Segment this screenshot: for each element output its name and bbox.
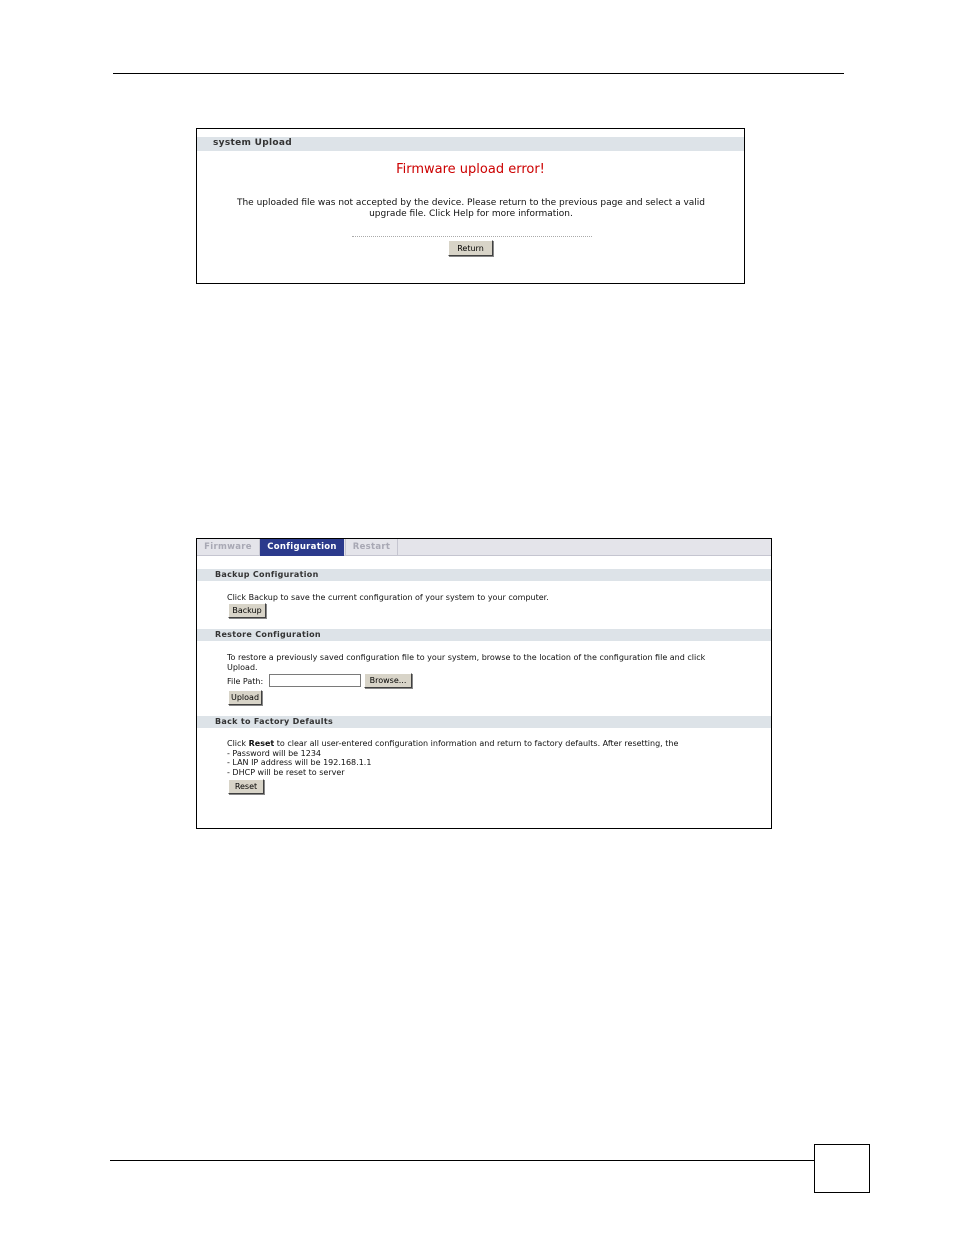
factory-desc-bold: Reset bbox=[248, 739, 275, 748]
tab-firmware[interactable]: Firmware bbox=[197, 539, 260, 556]
file-path-label: File Path: bbox=[227, 677, 264, 686]
section-header-title: system Upload bbox=[213, 138, 292, 148]
backup-description: Click Backup to save the current configuration of your system to your computer. bbox=[227, 593, 549, 602]
tab-restart[interactable]: Restart bbox=[345, 539, 398, 556]
factory-section-title: Back to Factory Defaults bbox=[215, 717, 334, 726]
factory-desc-suffix: to clear all user-entered configuration information and return to factory defaults. After resetting, the bbox=[274, 739, 679, 748]
page-number-box bbox=[814, 1144, 870, 1193]
section-header-bar bbox=[197, 137, 744, 151]
configuration-panel bbox=[196, 538, 772, 829]
upload-button[interactable]: Upload bbox=[228, 690, 262, 705]
factory-bullet-dhcp: - DHCP will be reset to server bbox=[227, 767, 345, 777]
tab-configuration[interactable]: Configuration bbox=[260, 539, 344, 556]
factory-bullet-lan-ip: - LAN IP address will be 192.168.1.1 bbox=[227, 758, 372, 767]
factory-description bbox=[227, 739, 747, 777]
restore-section-title: Restore Configuration bbox=[215, 630, 321, 639]
dotted-divider bbox=[352, 236, 592, 237]
restore-section-header bbox=[197, 629, 771, 641]
footer-rule bbox=[110, 1160, 815, 1161]
error-title: Firmware upload error! bbox=[396, 162, 545, 177]
backup-section-header bbox=[197, 569, 771, 581]
factory-section-header bbox=[197, 716, 771, 728]
tab-bar bbox=[197, 539, 771, 556]
restore-description: To restore a previously saved configuration file to your system, browse to the location of the configuration file and click Upload. bbox=[227, 653, 706, 672]
reset-button[interactable]: Reset bbox=[228, 779, 264, 794]
browse-button[interactable]: Browse... bbox=[364, 673, 412, 688]
error-message: The uploaded file was not accepted by the device. Please return to the previous page and select a valid upgrade file. Click Help for more information. bbox=[236, 198, 706, 219]
firmware-upload-error-panel bbox=[196, 128, 745, 284]
backup-section-title: Backup Configuration bbox=[215, 570, 319, 579]
backup-button[interactable]: Backup bbox=[228, 603, 266, 618]
factory-desc-prefix: Click bbox=[227, 739, 249, 748]
file-path-input[interactable] bbox=[269, 674, 361, 687]
factory-bullet-password: - Password will be 1234 bbox=[227, 748, 321, 758]
header-rule bbox=[113, 73, 844, 74]
return-button[interactable]: Return bbox=[448, 240, 493, 256]
